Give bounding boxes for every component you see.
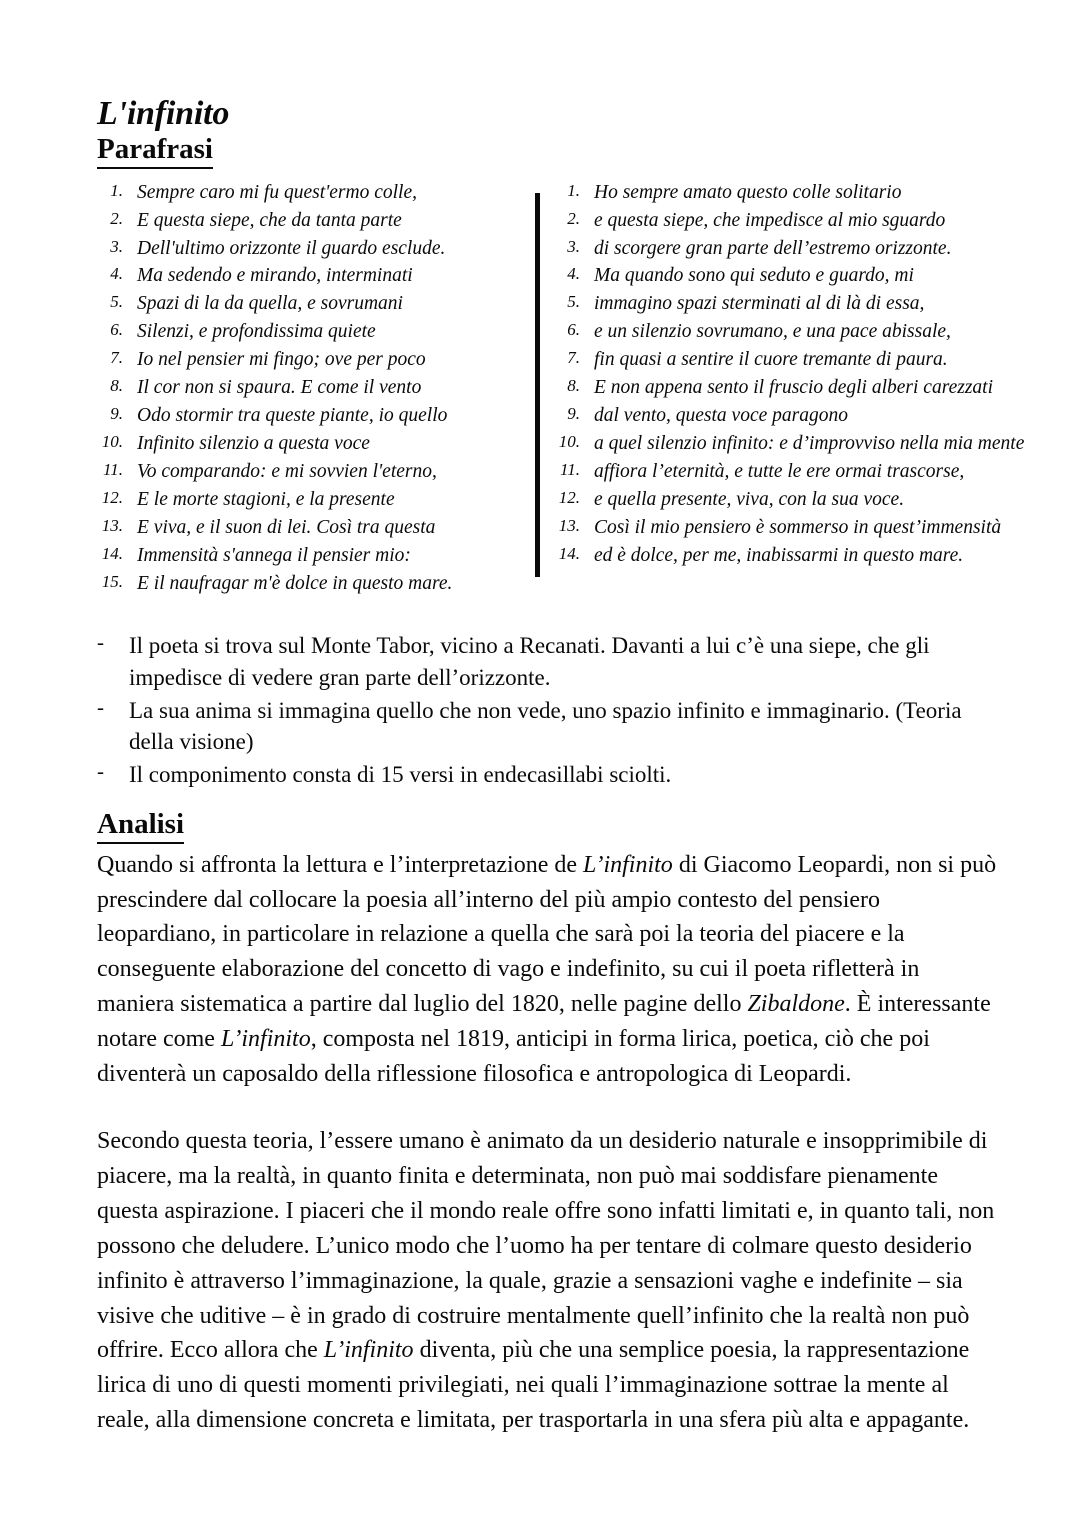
poem-original-line-number: 12. (101, 488, 123, 508)
poem-paraphrase-line (552, 290, 1022, 318)
poem-original-line-text: Infinito silenzio a questa voce (137, 433, 370, 455)
poem-original-line-text: E il naufragar m'è dolce in questo mare. (137, 573, 453, 595)
poem-paraphrase-line-text: ed è dolce, per me, inabissarmi in questo mare. (594, 545, 964, 567)
list-item-text: Il componimento consta di 15 versi in endecasillabi sciolti. (129, 762, 672, 788)
dash-bullet-icon: - (97, 759, 104, 784)
poem-original-line (97, 458, 497, 486)
title-block (97, 96, 1027, 173)
poem-original-line (97, 374, 497, 402)
dash-bullet-icon: - (97, 694, 104, 719)
poem-original-column (97, 179, 497, 599)
poem-paraphrase-line-text: fin quasi a sentire il cuore tremante di paura. (594, 349, 948, 371)
poem-original-line-number: 6. (110, 320, 123, 340)
poem-original-line (97, 262, 497, 290)
poem-original-line-text: E le morte stagioni, e la presente (137, 489, 395, 511)
analysis-heading-block (97, 809, 1027, 848)
dash-bullet-icon: - (97, 630, 104, 655)
poem-paraphrase-line (552, 179, 1022, 207)
analysis-p1-title-2: Zibaldone (747, 991, 845, 1018)
poem-paraphrase-line-text: E non appena sento il fruscio degli alberi carezzati (594, 377, 993, 399)
poem-paraphrase-line-number: 5. (567, 292, 580, 312)
poem-paraphrase-line (552, 235, 1022, 263)
section-heading-analisi: Analisi (97, 809, 184, 844)
poem-original-line-text: Silenzi, e profondissima quiete (137, 321, 376, 343)
poem-original-line (97, 290, 497, 318)
poem-original-line-number: 9. (110, 404, 123, 424)
poem-paraphrase-column (497, 179, 1025, 571)
column-divider-rule (535, 193, 540, 577)
poem-paraphrase-line (552, 318, 1022, 346)
poem-original-line-text: Io nel pensier mi fingo; ove per poco (137, 349, 426, 371)
poem-paraphrase-line-text: immagino spazi sterminati al di là di essa, (594, 293, 925, 315)
poem-paraphrase-line-text: affiora l’eternità, e tutte le ere ormai trascorse, (594, 461, 965, 483)
poem-paraphrase-line-text: Ma quando sono qui seduto e guardo, mi (594, 265, 914, 287)
poem-original-line-text: Ma sedendo e mirando, interminati (137, 265, 413, 287)
poem-original-line (97, 346, 497, 374)
poem-paraphrase-line-text: di scorgere gran parte dell’estremo orizzonte. (594, 237, 952, 259)
poem-paraphrase-line-number: 13. (558, 516, 580, 536)
analysis-p2-title-1: L’infinito (323, 1337, 414, 1364)
list-item (97, 759, 1027, 791)
poem-paraphrase-line-number: 9. (567, 404, 580, 424)
poem-original-line-number: 10. (101, 432, 123, 452)
poem-paraphrase-line (552, 207, 1022, 235)
poem-original-line-number: 7. (110, 348, 123, 368)
poem-original-line-number: 3. (110, 236, 123, 256)
poem-original-line-text: Odo stormir tra queste piante, io quello (137, 405, 448, 427)
analysis-paragraph-2 (97, 1124, 997, 1438)
poem-original-line-number: 1. (110, 180, 123, 200)
poem-paraphrase-line-text: dal vento, questa voce paragono (594, 405, 848, 427)
list-item-text: Il poeta si trova sul Monte Tabor, vicino a Recanati. Davanti a lui c’è una siepe, che gli impedisce di vedere gran parte dell’orizzonte. (129, 633, 930, 690)
poem-original-line-text: E viva, e il suon di lei. Così tra questa (137, 517, 436, 539)
notes-list (97, 630, 1027, 791)
poem-original-line (97, 430, 497, 458)
poem-original-line-text: E questa siepe, che da tanta parte (137, 209, 402, 231)
section-heading-parafrasi: Parafrasi (97, 134, 213, 169)
poem-paraphrase-line-number: 11. (560, 460, 580, 480)
poem-paraphrase-line-number: 10. (558, 432, 580, 452)
poem-original-line (97, 570, 497, 598)
document-content (97, 96, 1027, 1438)
poem-original-line (97, 514, 497, 542)
poem-paraphrase-line-number: 14. (558, 544, 580, 564)
poem-original-line (97, 318, 497, 346)
poem-paraphrase-line (552, 514, 1022, 542)
analysis-p1-text-1: Quando si affronta la lettura e l’interpretazione de (97, 851, 584, 878)
poem-paraphrase-line-text: e un silenzio sovrumano, e una pace abissale, (594, 321, 951, 343)
poem-paraphrase-line-number: 12. (558, 488, 580, 508)
poem-paraphrase-line (552, 542, 1022, 570)
poem-original-line (97, 179, 497, 207)
poem-original-line (97, 207, 497, 235)
list-item (97, 695, 1027, 758)
list-item (97, 630, 1027, 693)
poem-original-line (97, 542, 497, 570)
poem-paraphrase-line-number: 1. (567, 180, 580, 200)
analysis-p1-text-2: di Giacomo Leopardi, non si può prescindere dal collocare la poesia all’interno del più ampio contesto del pensiero leopardiano, in particolare in relazione a quella che sarà poi la teoria del piacere e la conseguente elaborazione del concetto di vago e indefinito, su cui il poeta rifletterà in maniera sistematica a partire dal luglio del 1820, nelle pagine dello (97, 851, 997, 1018)
poem-paraphrase-line-text: a quel silenzio infinito: e d’improvviso nella mia mente (594, 433, 1025, 455)
analysis-p1-text-3: . È interessante notare come (97, 991, 991, 1053)
poem-paraphrase-line (552, 346, 1022, 374)
poem-original-line-text: Spazi di la da quella, e sovrumani (137, 293, 403, 315)
poem-original-line-number: 15. (101, 572, 123, 592)
poem-original-line-number: 14. (101, 544, 123, 564)
poem-original-line-number: 13. (101, 516, 123, 536)
poem-original-line (97, 486, 497, 514)
poem-paraphrase-line (552, 430, 1025, 458)
poem-original-line-number: 2. (110, 208, 123, 228)
poem-original-line-text: Vo comparando: e mi sovvien l'eterno, (137, 461, 437, 483)
poem-paraphrase-line-number: 6. (567, 320, 580, 340)
poem-paraphrase-line-text: e questa siepe, che impedisce al mio sguardo (594, 209, 946, 231)
poem-paraphrase-line-number: 7. (567, 348, 580, 368)
poem-paraphrase-line (552, 458, 1022, 486)
poem-original-line-number: 4. (110, 264, 123, 284)
poem-original-line-text: Sempre caro mi fu quest'ermo colle, (137, 181, 417, 203)
poem-original-line-number: 8. (110, 376, 123, 396)
analysis-p1-text-4: , composta nel 1819, anticipi in forma lirica, poetica, ciò che poi diventerà un caposaldo della riflessione filosofica e antropologica di Leopardi. (97, 1026, 930, 1088)
poem-original-line (97, 235, 497, 263)
poem-paraphrase-line-number: 2. (567, 208, 580, 228)
analysis-paragraph-1 (97, 848, 997, 1092)
poem-original-line-number: 11. (103, 460, 123, 480)
poem-paraphrase-line-text: e quella presente, viva, con la sua voce. (594, 489, 905, 511)
analysis-p1-title-1: L’infinito (583, 851, 673, 878)
analysis-p2-text-1: Secondo questa teoria, l’essere umano è animato da un desiderio naturale e insopprimibile di piacere, ma la realtà, in quanto finita e determinata, non può mai soddisfare pienamente questa aspirazione. I piaceri che il mondo reale offre sono infatti limitati e, in quanto tali, non possono che deludere. L’unico modo che l’uomo ha per tentare di colmare questo desiderio infinito è attraverso l’immaginazione, la quale, grazie a sensazioni vaghe e indefinite – sia visive che uditive – è in grado di costruire mentalmente quell’infinito che la realtà non può offrire. Ecco allora che (97, 1128, 995, 1364)
poem-paraphrase-line-text: Ho sempre amato questo colle solitario (594, 181, 902, 203)
page-title: L'infinito (97, 95, 230, 132)
list-item-text: La sua anima si immagina quello che non vede, uno spazio infinito e immaginario. (Teoria della visione) (129, 697, 962, 755)
poem-original-line-text: Immensità s'annega il pensier mio: (137, 545, 411, 567)
poem-paraphrase-line-number: 4. (567, 264, 580, 284)
analysis-p1-title-3: L’infinito (220, 1026, 311, 1053)
poem-paraphrase-line (552, 374, 1022, 402)
analysis-p2-text-2: diventa, più che una semplice poesia, la rappresentazione lirica di uno di questi momenti privilegiati, nei quali l’immaginazione sottrae la mente al reale, alla dimensione concreta e limitata, per trasportarla in una sfera più alta e appagante. (97, 1337, 970, 1434)
verse-columns (97, 179, 1027, 599)
poem-original-line-text: Il cor non si spaura. E come il vento (137, 377, 422, 399)
poem-original-line (97, 402, 497, 430)
poem-paraphrase-line-number: 8. (567, 376, 580, 396)
poem-paraphrase-line (552, 486, 1022, 514)
poem-original-line-text: Dell'ultimo orizzonte il guardo esclude. (137, 237, 446, 259)
poem-original-line-number: 5. (110, 292, 123, 312)
poem-paraphrase-line-number: 3. (567, 236, 580, 256)
poem-paraphrase-line-text: Così il mio pensiero è sommerso in quest’immensità (594, 517, 1002, 539)
poem-paraphrase-line (552, 262, 1022, 290)
poem-paraphrase-line (552, 402, 1022, 430)
